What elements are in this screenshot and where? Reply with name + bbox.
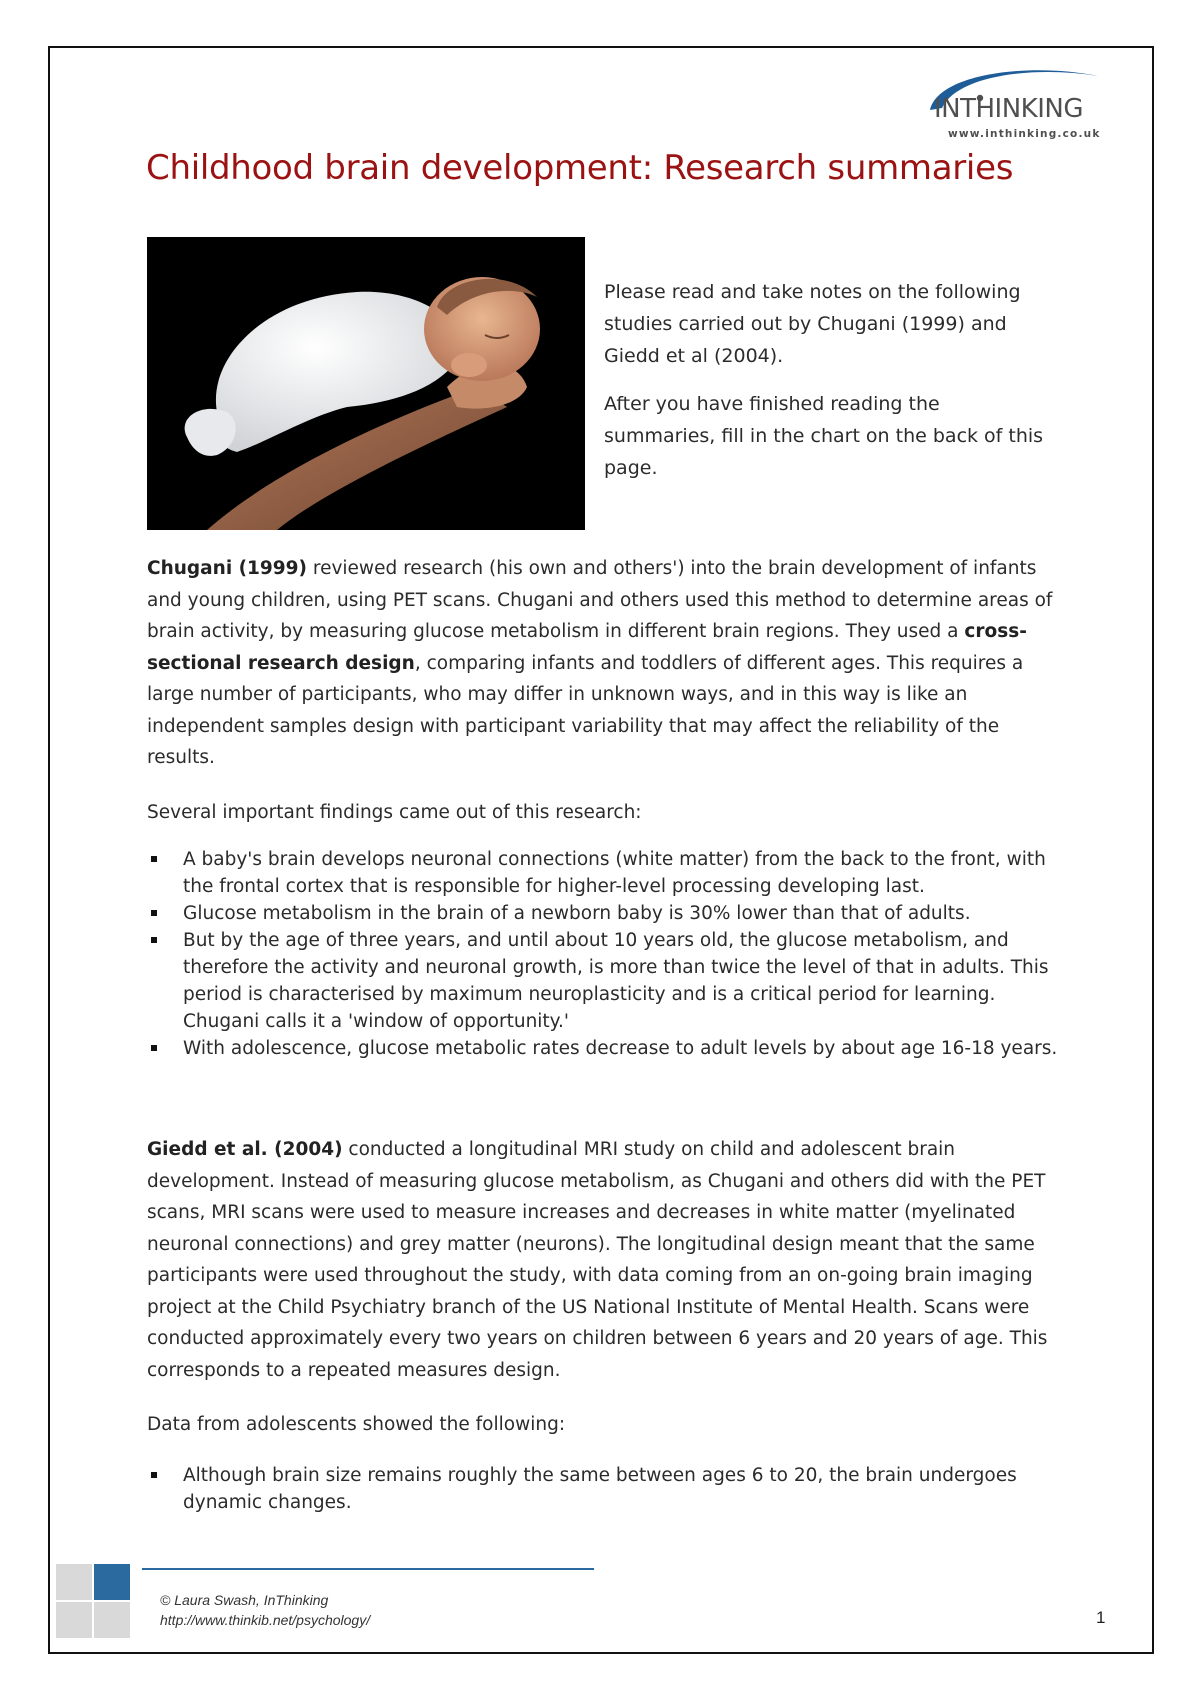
bullet-square-icon <box>151 856 157 862</box>
page-title: Childhood brain development: Research summaries <box>146 148 1014 188</box>
giedd-summary <box>147 1134 1067 1386</box>
intro-text <box>604 276 1054 500</box>
adolescent-intro: Data from adolescents showed the following: <box>147 1414 566 1435</box>
page-number: 1 <box>1096 1608 1106 1627</box>
bullet-square-icon <box>151 910 157 916</box>
bullet-square-icon <box>151 1472 157 1478</box>
footer-grey-square <box>94 1602 130 1638</box>
adolescent-heading <box>147 1409 1067 1441</box>
bullet-square-icon <box>151 1045 157 1051</box>
footer-blue-square <box>94 1564 130 1600</box>
footer-url-link[interactable]: http://www.thinkib.net/psychology/ <box>160 1612 371 1628</box>
list-item: But by the age of three years, and until about 10 years old, the glucose metabolism, and therefore the activity and neuronal growth, is more than twice the level of that in adults. This period is characterised by maximum neuroplasticity and is a critical period for learning. Chugani calls it a 'window of opportunity.' <box>147 927 1067 1035</box>
giedd-text: conducted a longitudinal MRI study on child and adolescent brain development. Instead of measuring glucose metabolism, as Chugani and others did with the PET scans, MRI scans were used to measure increases and decreases in white matter (myelinated neuronal connections) and grey matter (neurons). The longitudinal design meant that the same participants were used throughout the study, with data coming from an on-going brain imaging project at the Child Psychiatry branch of the US National Institute of Mental Health. Scans were conducted approximately every two years on children between 6 years and 20 years of age. This corresponds to a repeated measures design. <box>147 1139 1048 1381</box>
chugani-text-1: reviewed research (his own and others') into the brain development of infants and young children, using PET scans. Chugani and others used this method to determine areas of brain activity, by measuring glucose metabolism in different brain regions. They used a <box>147 558 1053 642</box>
findings-heading <box>147 797 1067 829</box>
intro-paragraph-1: Please read and take notes on the following studies carried out by Chugani (1999) and Giedd et al (2004). <box>604 281 1021 367</box>
inthinking-logo[interactable] <box>908 64 1100 146</box>
chugani-summary <box>147 553 1067 774</box>
findings-list <box>147 846 1067 1062</box>
intro-paragraph-2: After you have finished reading the summaries, fill in the chart on the back of this page. <box>604 393 1044 479</box>
list-item: A baby's brain develops neuronal connections (white matter) from the back to the front, with the frontal cortex that is responsible for higher-level processing developing last. <box>147 846 1067 900</box>
chugani-paragraph <box>147 553 1067 774</box>
footer-credit <box>160 1590 370 1630</box>
chugani-text-2: , comparing infants and toddlers of different ages. This requires a large number of participants, who may differ in unknown ways, and in this way is like an independent samples design with participant variability that may affect the reliability of the results. <box>147 652 1024 768</box>
logo-url: www.inthinking.co.uk <box>948 128 1101 140</box>
footer-grey-square <box>56 1564 92 1600</box>
footer-copyright: © Laura Swash, InThinking <box>160 1592 329 1608</box>
baby-photo <box>147 237 585 530</box>
list-item: Glucose metabolism in the brain of a newborn baby is 30% lower than that of adults. <box>147 900 1067 927</box>
giedd-citation: Giedd et al. (2004) <box>147 1139 343 1160</box>
list-item: Although brain size remains roughly the same between ages 6 to 20, the brain undergoes dynamic changes. <box>147 1462 1067 1516</box>
list-item: With adolescence, glucose metabolic rates decrease to adult levels by about age 16-18 years. <box>147 1035 1067 1062</box>
footer-rule <box>142 1568 594 1570</box>
sleeping-baby-photo-icon <box>147 237 585 530</box>
adolescent-findings-list <box>147 1462 1067 1516</box>
giedd-paragraph <box>147 1134 1067 1386</box>
logo-wordmark: INTHINKING <box>934 94 1083 124</box>
footer-grey-square <box>56 1602 92 1638</box>
design-term: cross-sectional research design <box>147 621 1027 674</box>
bullet-square-icon <box>151 937 157 943</box>
findings-intro: Several important findings came out of this research: <box>147 802 642 823</box>
chugani-citation: Chugani (1999) <box>147 558 307 579</box>
